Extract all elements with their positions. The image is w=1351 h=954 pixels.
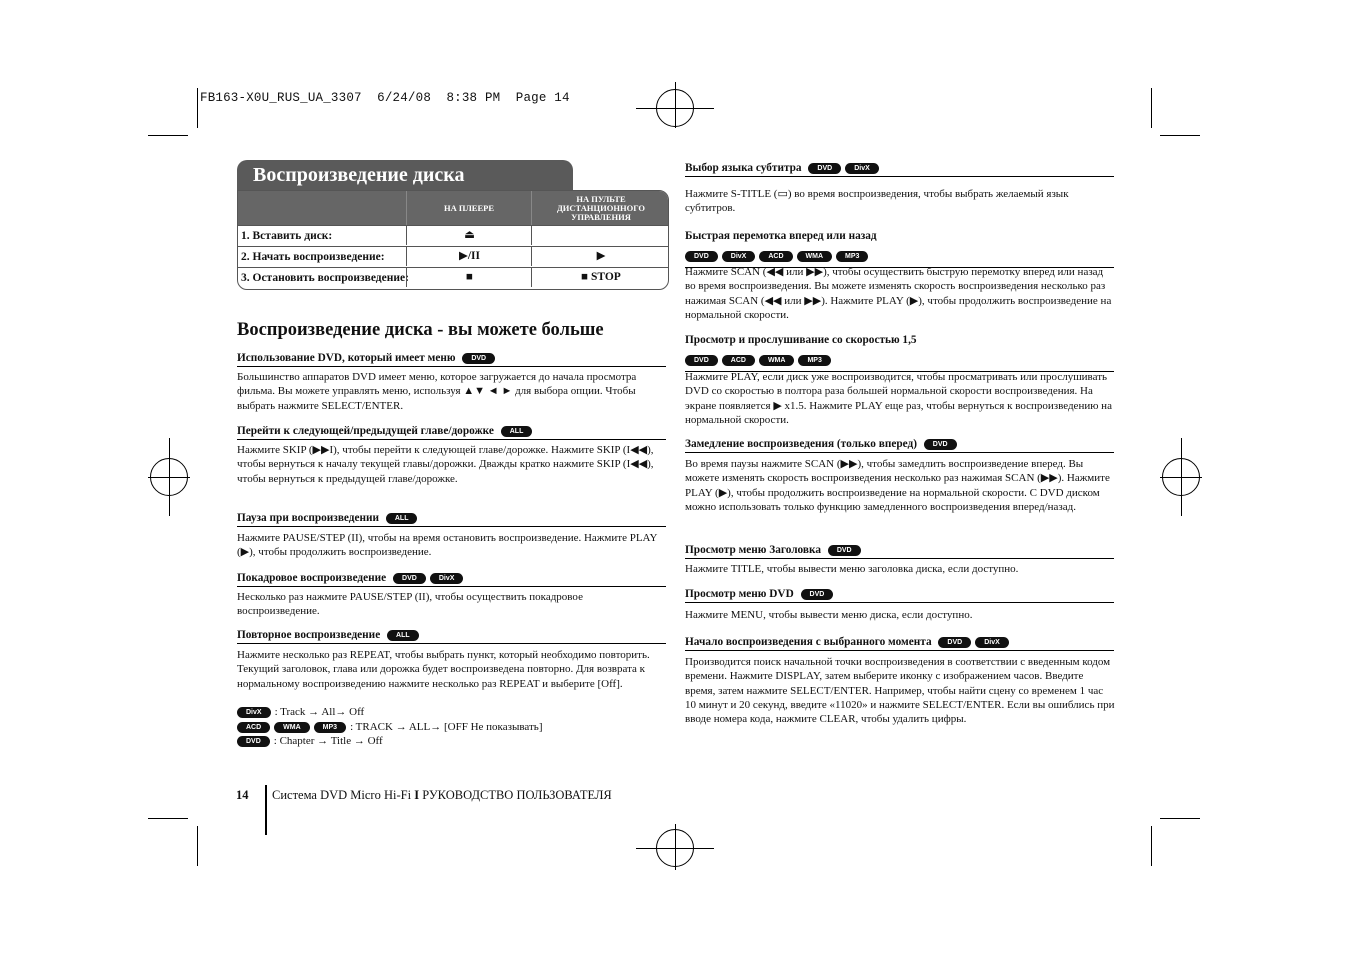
section-title: Воспроизведение диска - вы можете больше xyxy=(237,320,604,340)
registration-cross xyxy=(169,438,170,516)
crop-mark xyxy=(197,88,198,128)
badge-divx: DivX xyxy=(237,707,271,718)
section-text: Нажмите PLAY, если диск уже воспроизводится, чтобы просматривать или прослушивать DVD со скоростью в полтора раза большей нормальной скорости воспроизведения. На экране появляется ▶ x1.5. Нажмите PLAY еще раз, чтобы вернуться к воспроизведению на нормальной скорости. xyxy=(685,371,1112,426)
badge-all: ALL xyxy=(501,426,533,437)
crop-mark xyxy=(197,826,198,866)
section-heading: Просмотр меню Заголовка DVD xyxy=(685,544,1114,559)
col-remote: НА ПУЛЬТЕ ДИСТАНЦИОННОГО УПРАВЛЕНИЯ xyxy=(531,191,669,225)
row-remote-icon: ■ STOP xyxy=(531,267,669,287)
repeat-badges xyxy=(237,706,275,718)
section-text: Нажмите MENU, чтобы вывести меню диска, если доступно. xyxy=(685,609,973,621)
repeat-text: : TRACK → ALL→ [OFF Не показывать] xyxy=(350,721,543,733)
row-remote-icon: ▶ xyxy=(531,246,669,266)
print-header: FB163-X0U_RUS_UA_3307 6/24/08 8:38 PM Page 14 xyxy=(200,91,570,105)
crop-mark xyxy=(1160,135,1200,136)
crop-mark xyxy=(1151,826,1152,866)
row-label: 1. Вставить диск: xyxy=(241,230,333,242)
badge-acd: ACD xyxy=(237,722,270,733)
row-remote-icon xyxy=(531,225,669,245)
crop-mark xyxy=(148,818,188,819)
row-label: 3. Остановить воспроизведение: xyxy=(241,272,409,284)
repeat-badges xyxy=(237,721,350,733)
crop-mark xyxy=(1160,818,1200,819)
badge-acd: ACD xyxy=(722,355,755,366)
section-text: Нажмите несколько раз REPEAT, чтобы выбрать пункт, который необходимо повторить. Текущий заголовок, глава или дорожка будет воспроизведена повторно. Для возврата к нормальному воспроизведению нажмите несколько раз REPEAT и выберите [Off]. xyxy=(237,649,650,690)
badge-dvd: DVD xyxy=(393,573,426,584)
badge-mp3: MP3 xyxy=(314,722,346,733)
section-text: Нажмите SCAN (◀◀ или ▶▶), чтобы осуществить быструю перемотку вперед или назад во время воспроизведения. Вы можете изменять скорость воспроизведения несколько раз нажимая SCAN (◀◀ или ▶▶). Нажмите PLAY (▶), чтобы продолжить воспроизведение на нормальной скорости. xyxy=(685,266,1112,321)
section-heading: Пауза при воспроизведении ALL xyxy=(237,512,666,527)
table-row xyxy=(238,267,668,288)
footer-text: Система DVD Micro Hi-Fi xyxy=(272,788,412,802)
section-text: Производится поиск начальной точки воспроизведения в соответствии с введенным кодом времени. Нажмите DISPLAY, затем выберите иконку с изображением часов. Введите время, затем нажмите SELECT/ENTER. Например, чтобы найти сцену со временем 1 час 10 минут и 20 секунд, введите «11020» и нажмите SELECT/ENTER. Если вы ошиблись при вводе номера кода, нажмите CLEAR, чтобы удалить цифры. xyxy=(685,656,1115,726)
badge-dvd: DVD xyxy=(808,163,841,174)
section-heading: Просмотр и прослушивание со скоростью 1,5 xyxy=(685,334,917,346)
badge-wma: WMA xyxy=(759,355,795,366)
registration-cross xyxy=(1181,438,1182,516)
table-row xyxy=(238,225,668,246)
section-heading: Перейти к следующей/предыдущей главе/дорожке ALL xyxy=(237,425,666,440)
badge-all: ALL xyxy=(387,630,419,641)
footer-divider xyxy=(265,785,267,835)
repeat-line xyxy=(237,705,667,719)
section-heading: Повторное воспроизведение ALL xyxy=(237,629,666,644)
badge-divx: DivX xyxy=(975,637,1009,648)
badge-dvd: DVD xyxy=(462,353,495,364)
repeat-text: : Track → All→ Off xyxy=(274,706,365,718)
crop-mark xyxy=(148,135,188,136)
badge-dvd: DVD xyxy=(801,589,834,600)
section-heading: Использование DVD, который имеет меню DVD xyxy=(237,352,666,367)
footer xyxy=(236,788,612,803)
badge-dvd: DVD xyxy=(237,736,270,747)
badge-mp3: MP3 xyxy=(798,355,830,366)
table-row xyxy=(238,246,668,267)
row-player-icon: ⏏ xyxy=(406,225,532,245)
badge-dvd: DVD xyxy=(685,355,718,366)
badge-all: ALL xyxy=(386,513,418,524)
section-text: Нажмите TITLE, чтобы вывести меню заголовка диска, если доступно. xyxy=(685,563,1019,575)
section-heading: Замедление воспроизведения (только вперед) DVD xyxy=(685,438,1114,453)
badge-wma: WMA xyxy=(274,722,310,733)
badge-dvd: DVD xyxy=(685,251,718,262)
page-number: 14 xyxy=(236,788,249,802)
section-text: Во время паузы нажмите SCAN (▶▶), чтобы замедлить воспроизведение вперед. Вы можете изменять скорость воспроизведения несколько раз нажимая SCAN (▶▶). Нажмите PLAY (▶), чтобы продолжить воспроизведение на нормальной скорости. С DVD диском можно использовать только функцию замедленного воспроизведения вперед/назад. xyxy=(685,458,1110,513)
section-heading: Покадровое воспроизведение DVD DivX xyxy=(237,572,666,587)
repeat-badges xyxy=(237,735,274,747)
col-empty xyxy=(238,191,406,225)
section-heading: Начало воспроизведения с выбранного момента DVD DivX xyxy=(685,636,1114,651)
section-heading: Быстрая перемотка вперед или назад xyxy=(685,230,877,242)
registration-cross xyxy=(675,82,676,128)
badge-dvd: DVD xyxy=(828,545,861,556)
repeat-line xyxy=(237,734,667,748)
controls-table xyxy=(237,190,669,290)
badge-dvd: DVD xyxy=(924,439,957,450)
section-heading: Выбор языка субтитра DVD DivX xyxy=(685,162,1114,177)
footer-tail: РУКОВОДСТВО ПОЛЬЗОВАТЕЛЯ xyxy=(422,788,612,802)
repeat-text: : Chapter → Title → Off xyxy=(273,735,383,747)
crop-mark xyxy=(1151,88,1152,128)
section-text: Несколько раз нажмите PAUSE/STEP (II), чтобы осуществить покадровое воспроизведение. xyxy=(237,591,583,618)
section-text: Нажмите S-TITLE (▭) во время воспроизведения, чтобы выбрать желаемый язык субтитров. xyxy=(685,188,1069,215)
repeat-line xyxy=(237,720,667,734)
badge-wma: WMA xyxy=(797,251,833,262)
badge-divx: DivX xyxy=(845,163,879,174)
section-text: Нажмите PAUSE/STEP (II), чтобы на время остановить воспроизведение. Нажмите PLAY (▶), чтобы продолжить воспроизведение. xyxy=(237,532,658,559)
col-player: НА ПЛЕЕРЕ xyxy=(406,191,531,225)
section-text: Большинство аппаратов DVD имеет меню, которое загружается до начала просмотра фильма. Вы можете управлять меню, используя ▲▼ ◄ ► для выбора опции. Чтобы выбрать нажмите SELECT/ENTER. xyxy=(237,371,637,412)
section-heading: Просмотр меню DVD DVD xyxy=(685,588,1114,603)
badge-row xyxy=(685,351,1114,372)
row-player-icon: ■ xyxy=(406,267,532,287)
badge-divx: DivX xyxy=(722,251,756,262)
badge-dvd: DVD xyxy=(938,637,971,648)
footer-sep: I xyxy=(414,788,420,802)
registration-cross xyxy=(675,824,676,870)
badge-divx: DivX xyxy=(430,573,464,584)
row-player-icon: ▶/II xyxy=(406,246,532,266)
row-label: 2. Начать воспроизведение: xyxy=(241,251,385,263)
table-title: Воспроизведение диска xyxy=(237,160,573,192)
badge-mp3: MP3 xyxy=(836,251,868,262)
badge-acd: ACD xyxy=(759,251,792,262)
section-text: Нажмите SKIP (▶▶I), чтобы перейти к следующей главе/дорожке. Нажмите SKIP (I◀◀), чтобы вернуться к началу текущей главы/дорожки. Дважды кратко нажмите SKIP (I◀◀), чтобы вернуться к предыдущей главе/дорожке. xyxy=(237,444,654,485)
